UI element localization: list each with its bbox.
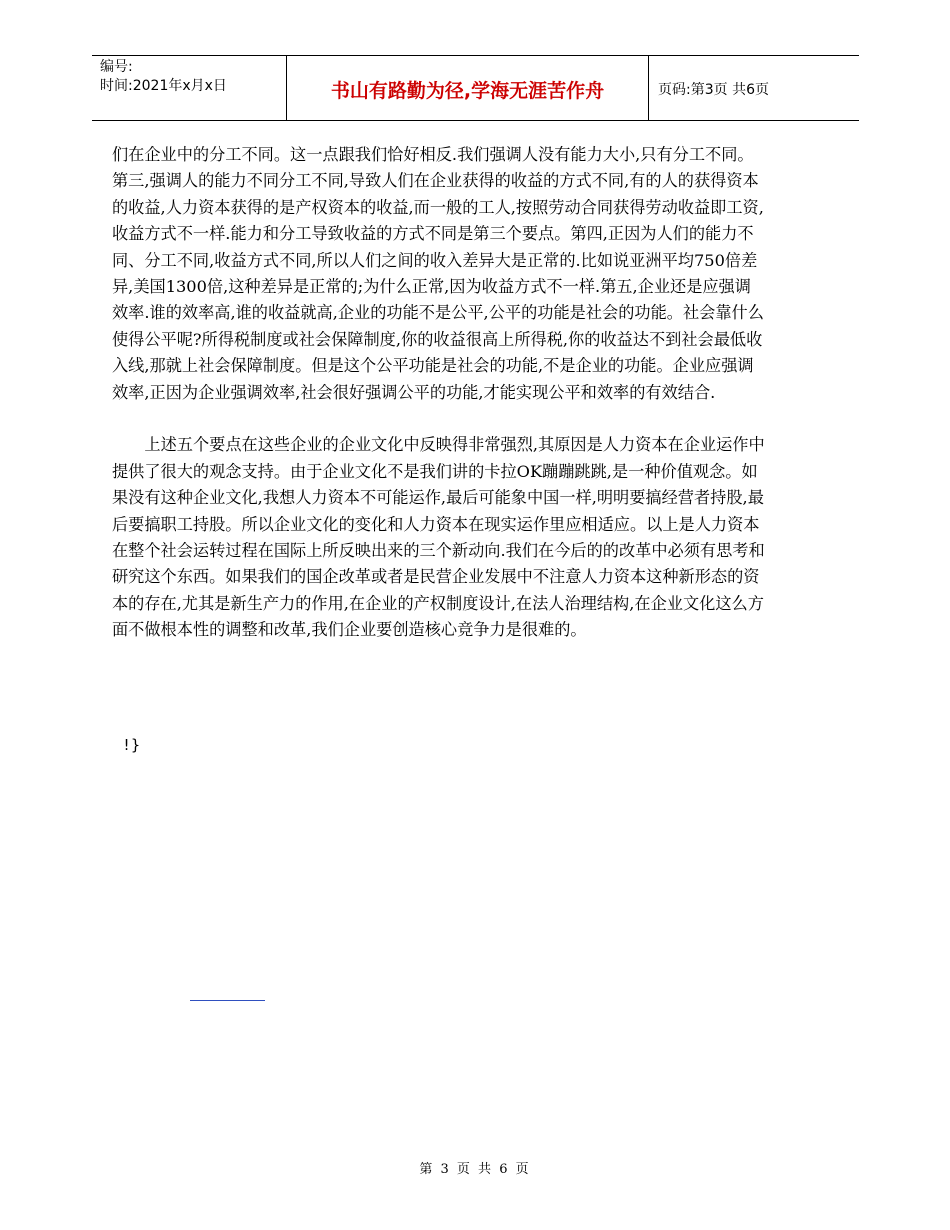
- closing-mark: !}: [122, 736, 141, 754]
- paragraph-1: 们在企业中的分工不同。这一点跟我们恰好相反.我们强调人没有能力大小,只有分工不同。第三,强调人的能力不同分工不同,导致人们在企业获得的收益的方式不同,有的人的获得资本的收益,人力资本获得的是产权资本的收益,而一般的工人,按照劳动合同获得劳动收益即工资,收益方式不一样.能力和分工导致收益的方式不同是第三个要点。第四,正因为人们的能力不同、分工不同,收益方式不同,所以人们之间的收入差异大是正常的.比如说亚洲平均750倍差异,美国1300倍,这种差异是正常的;为什么正常,因为收益方式不一样.第五,企业还是应强调效率.谁的效率高,谁的收益就高,企业的功能不是公平,公平的功能是社会的功能。社会靠什么使得公平呢?所得税制度或社会保障制度,你的收益很高上所得税,你的收益达不到社会最低收入线,那就上社会保障制度。但是这个公平功能是社会的功能,不是企业的功能。企业应强调效率,正因为企业强调效率,社会很好强调公平的功能,才能实现公平和效率的有效结合.: [112, 145, 764, 402]
- header-motto: 书山有路勤为径,学海无涯苦作舟: [330, 80, 605, 102]
- paragraph-2: 上述五个要点在这些企业的企业文化中反映得非常强烈,其原因是人力资本在企业运作中提供了很大的观念支持。由于企业文化不是我们讲的卡拉OK蹦蹦跳跳,是一种价值观念。如果没有这种企业文化,我想人力资本不可能运作,最后可能象中国一样,明明要搞经营者持股,最后要搞职工持股。所以企业文化的变化和人力资本在现实运作里应相适应。以上是人力资本在整个社会运转过程在国际上所反映出来的三个新动向.我们在今后的的改革中必须有思考和研究这个东西。如果我们的国企改革或者是民营企业发展中不注意人力资本这种新形态的资本的存在,尤其是新生产力的作用,在企业的产权制度设计,在法人治理结构,在企业文化这么方面不做根本性的调整和改革,我们企业要创造核心竞争力是很难的。: [112, 435, 765, 640]
- header-divider-right: [648, 56, 649, 120]
- hyperlink-underline[interactable]: [190, 1000, 265, 1001]
- paragraph-spacer: [112, 406, 767, 432]
- page-footer: 第 3 页 共 6 页: [419, 1162, 531, 1177]
- serial-number-label: 编号:: [100, 59, 133, 75]
- time-label: 时间:2021年x月x日: [100, 78, 227, 94]
- page-header: [92, 55, 859, 121]
- header-page-info: 页码:第3页 共6页: [658, 82, 769, 98]
- header-meta: [100, 58, 227, 96]
- document-body: [112, 142, 767, 644]
